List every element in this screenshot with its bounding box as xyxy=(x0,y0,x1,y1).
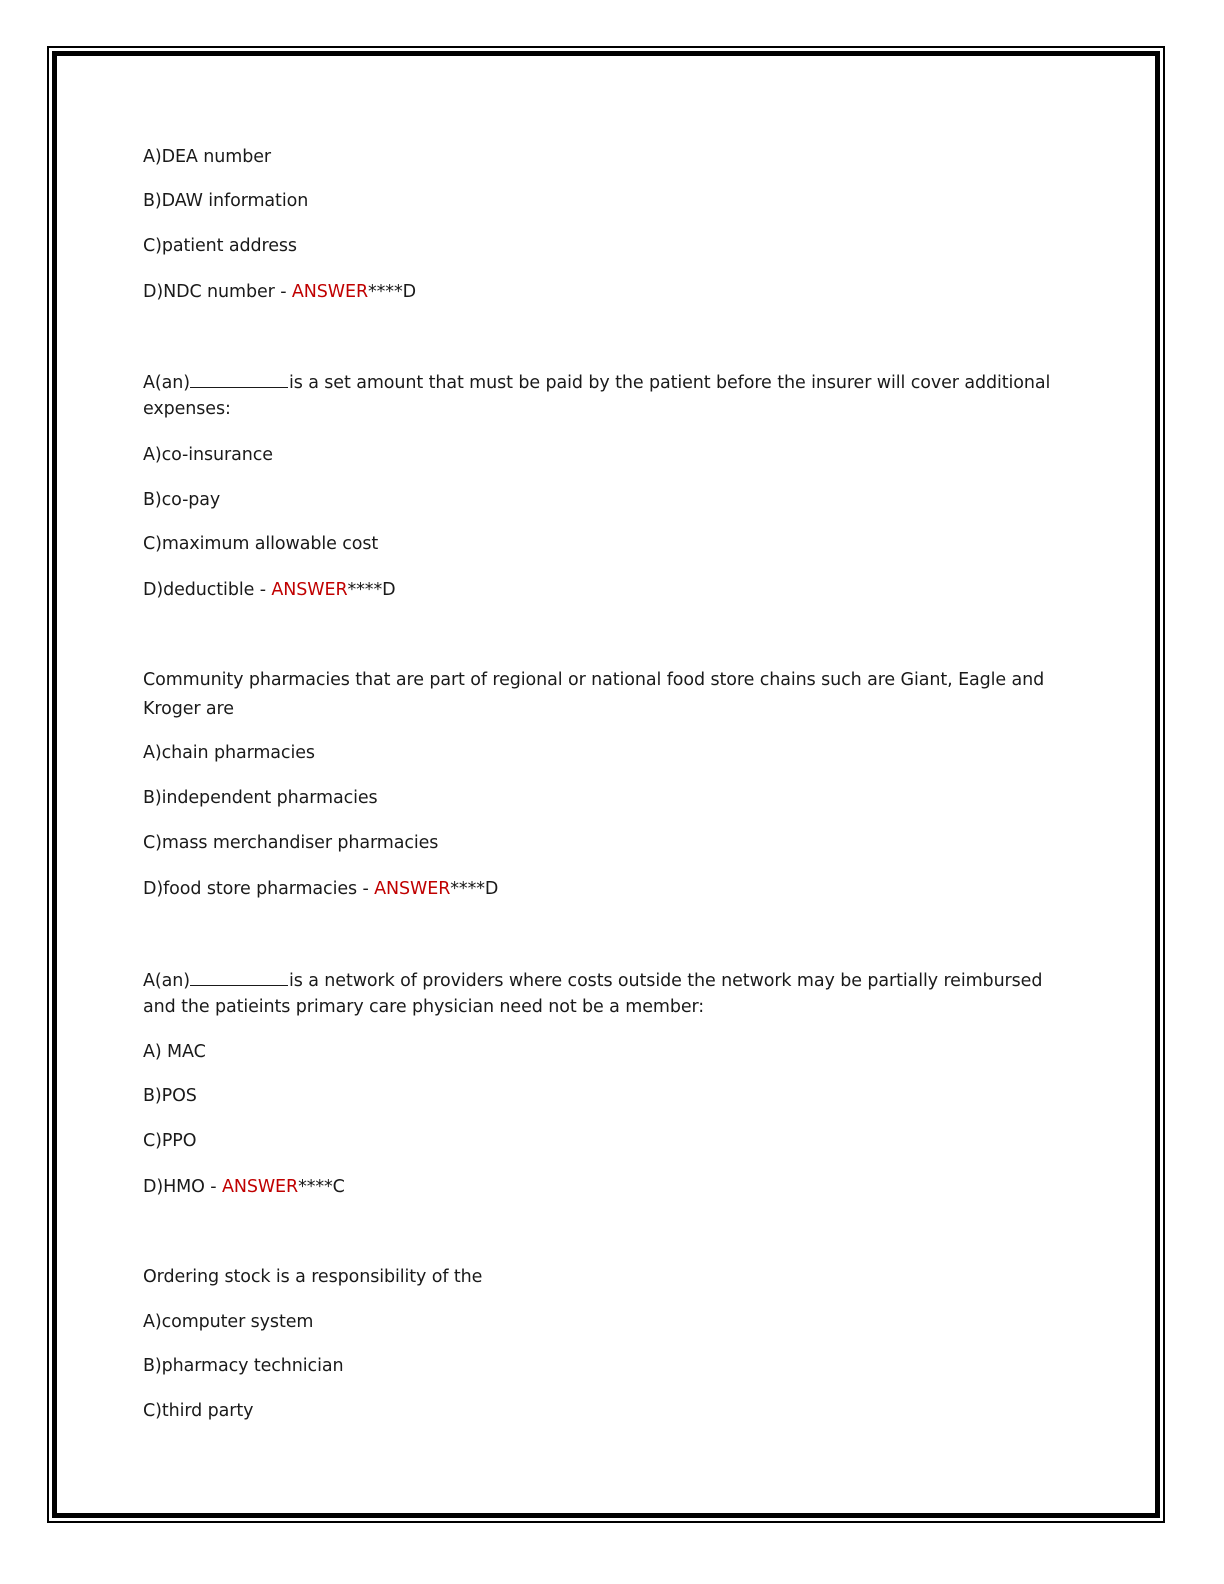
answer-value: ****D xyxy=(347,580,396,600)
answer-value: ****D xyxy=(368,282,416,302)
fill-in-blank xyxy=(190,371,288,388)
answer-value: ****D xyxy=(450,879,499,899)
question-prompt: Community pharmacies that are part of regional or national food store chains such are Giant, Eagle and xyxy=(143,670,1045,690)
option-d-with-answer xyxy=(143,580,395,600)
prompt-rest: is a network of providers where costs outside the network may be partially reimbursed xyxy=(288,971,1043,991)
option-a: A)co-insurance xyxy=(143,445,273,465)
option-a: A)DEA number xyxy=(143,147,271,167)
option-a: A) MAC xyxy=(143,1042,206,1062)
option-d: D)deductible - xyxy=(143,580,272,600)
answer-label: ANSWER xyxy=(291,282,368,302)
option-a: A)computer system xyxy=(143,1312,314,1332)
question-prompt xyxy=(143,371,1050,393)
question-prompt-line2: and the patieints primary care physician need not be a member: xyxy=(143,997,705,1017)
fill-in-blank xyxy=(190,969,288,986)
answer-value: ****C xyxy=(298,1177,345,1197)
option-c: C)maximum allowable cost xyxy=(143,534,379,554)
option-d: D)HMO - xyxy=(143,1177,222,1197)
option-d-with-answer xyxy=(143,879,498,899)
option-b: B)pharmacy technician xyxy=(143,1356,344,1376)
option-b: B)POS xyxy=(143,1086,197,1106)
option-d-with-answer xyxy=(143,1177,345,1197)
option-b: B)DAW information xyxy=(143,191,309,211)
option-d: D)food store pharmacies - xyxy=(143,879,375,899)
answer-label: ANSWER xyxy=(221,1177,299,1197)
option-a: A)chain pharmacies xyxy=(143,743,315,763)
option-d: D)NDC number - xyxy=(143,282,292,302)
option-d-with-answer xyxy=(143,282,416,302)
option-b: B)co-pay xyxy=(143,490,221,510)
question-prompt xyxy=(143,969,1042,991)
option-c: C)mass merchandiser pharmacies xyxy=(143,833,439,853)
question-prompt: Ordering stock is a responsibility of the xyxy=(143,1267,483,1287)
question-prompt-line2: expenses: xyxy=(143,399,231,419)
answer-label: ANSWER xyxy=(374,879,451,899)
answer-label: ANSWER xyxy=(271,580,348,600)
option-c: C)patient address xyxy=(143,236,297,256)
option-c: C)PPO xyxy=(143,1131,197,1151)
prompt-start: A(an) xyxy=(143,373,190,393)
prompt-start: A(an) xyxy=(143,971,190,991)
question-prompt-line2: Kroger are xyxy=(143,699,234,719)
option-c: C)third party xyxy=(143,1401,254,1421)
prompt-rest: is a set amount that must be paid by the patient before the insurer will cover additional xyxy=(288,373,1051,393)
option-b: B)independent pharmacies xyxy=(143,788,378,808)
